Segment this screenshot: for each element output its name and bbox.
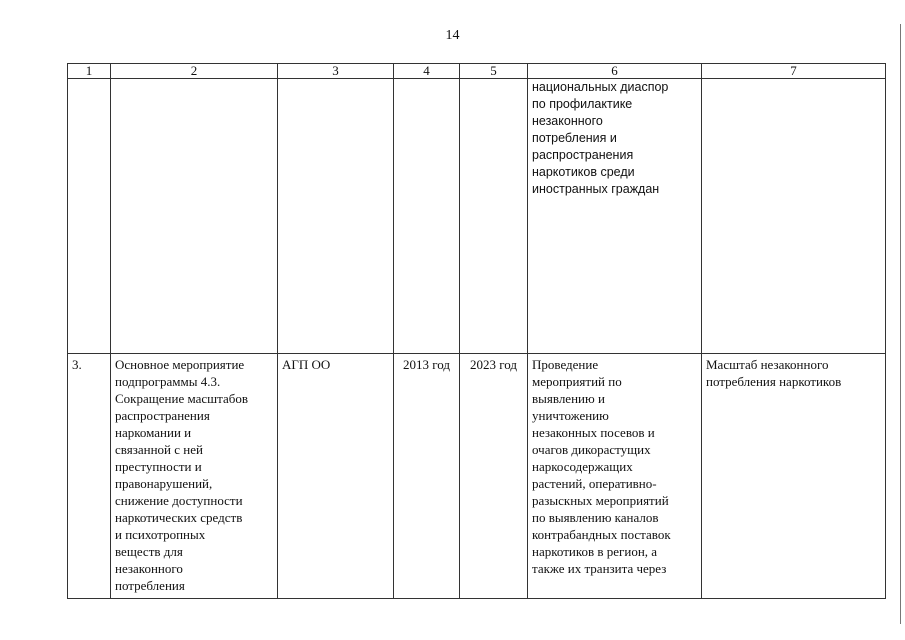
program-table	[67, 63, 886, 599]
executor: АГП ОО	[278, 354, 394, 599]
end-year: 2023 год	[460, 354, 528, 599]
page-number: 14	[445, 28, 460, 43]
column-number-6: 6	[528, 64, 702, 79]
column-number-row	[68, 64, 886, 79]
column-number-2: 2	[111, 64, 278, 79]
indicator: Масштаб незаконного потребления наркотиков	[702, 354, 886, 599]
cell-empty	[278, 79, 394, 354]
column-number-3: 3	[278, 64, 394, 79]
continuation-row	[68, 79, 886, 354]
column-number-7: 7	[702, 64, 886, 79]
start-year: 2013 год	[394, 354, 460, 599]
cell-empty	[68, 79, 111, 354]
column-number-1: 1	[68, 64, 111, 79]
page-edge-line	[900, 24, 901, 624]
cell-empty	[460, 79, 528, 354]
table-row	[68, 354, 886, 599]
event-description: Проведение мероприятий по выявлению и уничтожению незаконных посевов и очагов дикорастущих наркосодержащих растений, оперативно- разыскных мероприятий по выявлению каналов контрабандных поставок наркотиков в регион, а также их транзита через	[528, 354, 702, 599]
cell-empty	[702, 79, 886, 354]
cell-empty	[394, 79, 460, 354]
cell-empty	[111, 79, 278, 354]
row-number: 3.	[68, 354, 111, 599]
continuation-description: национальных диаспор по профилактике незаконного потребления и распространения наркотиков среди иностранных граждан	[528, 79, 702, 354]
column-number-4: 4	[394, 64, 460, 79]
column-number-5: 5	[460, 64, 528, 79]
event-name: Основное мероприятие подпрограммы 4.3. Сокращение масштабов распространения наркомании и связанной с ней преступности и правонарушений, снижение доступности наркотических средств и психотропных веществ для незаконного потребления	[111, 354, 278, 599]
